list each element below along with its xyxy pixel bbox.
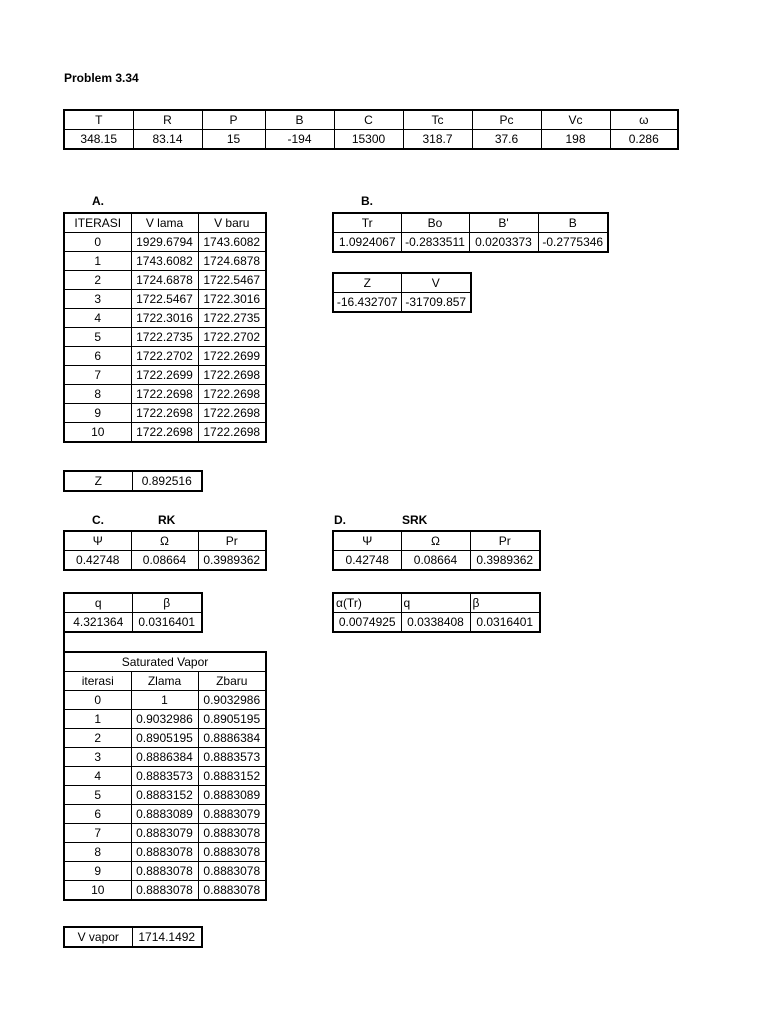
table-header-row [333, 213, 608, 233]
col-header: Ω [131, 531, 198, 551]
table-connector-line [63, 632, 65, 652]
cell: -16.432707 [333, 293, 401, 313]
table-header-row [64, 213, 266, 233]
cell: 1724.6878 [131, 271, 198, 290]
param-value-Tc: 318.7 [403, 130, 472, 150]
param-value-T: 348.15 [64, 130, 133, 150]
cell: 0 [64, 233, 131, 252]
cell: 0.08664 [401, 551, 470, 571]
table-row [64, 767, 266, 786]
v-vapor-table [63, 926, 203, 948]
col-header: B' [469, 213, 538, 233]
table-row [64, 824, 266, 843]
z-label: Z [64, 471, 132, 491]
col-header: Tr [333, 213, 401, 233]
table-row [64, 385, 266, 404]
cell: 4 [64, 767, 131, 786]
col-header: Zlama [131, 672, 198, 691]
section-a-label: A. [92, 194, 104, 208]
cell: 0.3989362 [470, 551, 540, 571]
col-header: Pr [470, 531, 540, 551]
cell: 1722.2698 [198, 423, 266, 443]
table-row [64, 551, 266, 571]
param-header-Pc: Pc [472, 110, 541, 130]
cell: 0.8883078 [198, 824, 266, 843]
cell: 6 [64, 805, 131, 824]
table-header-row [64, 531, 266, 551]
cell: 8 [64, 843, 131, 862]
table-header-row [64, 593, 202, 613]
param-header-T: T [64, 110, 133, 130]
cell: 1722.5467 [131, 290, 198, 309]
param-value-omega: 0.286 [610, 130, 678, 150]
cell: 0.8905195 [131, 729, 198, 748]
table-row [333, 233, 608, 253]
cell: 0.3989362 [198, 551, 266, 571]
cell: 4 [64, 309, 131, 328]
cell: 1722.2702 [131, 347, 198, 366]
table-header-row [64, 672, 266, 691]
cell: -31709.857 [401, 293, 471, 313]
section-d-aqb-table [332, 592, 541, 633]
cell: 0 [64, 691, 131, 710]
cell: 0.42748 [64, 551, 131, 571]
cell: 1722.2735 [131, 328, 198, 347]
col-header: Z [333, 273, 401, 293]
param-value-B: -194 [265, 130, 334, 150]
cell: 2 [64, 271, 131, 290]
cell: 0.9032986 [131, 710, 198, 729]
param-value-Vc: 198 [541, 130, 610, 150]
cell: 0.0074925 [333, 613, 401, 633]
section-c-method: RK [158, 513, 176, 527]
table-row [333, 293, 471, 313]
table-row [64, 729, 266, 748]
section-c-rk-table [63, 530, 267, 571]
col-header: q [64, 593, 132, 613]
col-header: Ψ [64, 531, 131, 551]
cell: 0.8883079 [131, 824, 198, 843]
table-row [64, 862, 266, 881]
cell: 1722.2698 [198, 404, 266, 423]
table-row [64, 252, 266, 271]
cell: 1743.6082 [131, 252, 198, 271]
table-row [64, 309, 266, 328]
cell: 1722.3016 [131, 309, 198, 328]
section-d-label: D. [334, 513, 346, 527]
cell: -0.2775346 [538, 233, 608, 253]
section-b-label: B. [361, 194, 373, 208]
section-b-virial-table [332, 212, 609, 253]
cell: 1 [64, 710, 131, 729]
col-header: V baru [198, 213, 266, 233]
cell: 7 [64, 824, 131, 843]
col-header: iterasi [64, 672, 131, 691]
cell: 0.9032986 [198, 691, 266, 710]
cell: 0.8883078 [198, 843, 266, 862]
col-header: Ω [401, 531, 470, 551]
table-row [64, 366, 266, 385]
cell: 5 [64, 328, 131, 347]
col-header: q [401, 593, 470, 613]
param-header-Tc: Tc [403, 110, 472, 130]
cell: 1 [131, 691, 198, 710]
cell: 1 [64, 252, 131, 271]
table-row [64, 786, 266, 805]
table-row [333, 613, 540, 633]
section-b-zv-table [332, 272, 472, 313]
param-header-B: B [265, 110, 334, 130]
cell: 0.8883089 [131, 805, 198, 824]
param-header-P: P [202, 110, 265, 130]
cell: 0.8883152 [131, 786, 198, 805]
cell: 8 [64, 385, 131, 404]
cell: 0.08664 [131, 551, 198, 571]
cell: 1.0924067 [333, 233, 401, 253]
cell: 0.8883078 [198, 881, 266, 901]
param-value-R: 83.14 [133, 130, 202, 150]
cell: 0.8905195 [198, 710, 266, 729]
cell: 1722.2698 [131, 404, 198, 423]
table-row [64, 843, 266, 862]
col-header: α(Tr) [333, 593, 401, 613]
cell: 0.8883078 [131, 843, 198, 862]
cell: 1722.2698 [131, 385, 198, 404]
cell: 1722.2699 [198, 347, 266, 366]
param-header-C: C [334, 110, 403, 130]
col-header: B [538, 213, 608, 233]
param-value-Pc: 37.6 [472, 130, 541, 150]
z-value: 0.892516 [132, 471, 202, 491]
cell: 0.8883079 [198, 805, 266, 824]
section-d-method: SRK [402, 513, 428, 527]
table-row [64, 271, 266, 290]
table-row [64, 691, 266, 710]
cell: 1722.3016 [198, 290, 266, 309]
section-d-srk-table [332, 530, 541, 571]
cell: 10 [64, 423, 131, 443]
cell: 0.0338408 [401, 613, 470, 633]
param-header-omega: ω [610, 110, 678, 130]
table-row [64, 748, 266, 767]
cell: 0.8883078 [198, 862, 266, 881]
col-header: Ψ [333, 531, 401, 551]
table-row [64, 710, 266, 729]
cell: 1722.2698 [131, 423, 198, 443]
parameters-header-row [64, 110, 678, 130]
cell: 10 [64, 881, 131, 901]
table-row [64, 881, 266, 901]
cell: 0.0316401 [132, 613, 202, 633]
col-header: Pr [198, 531, 266, 551]
cell: 1722.2698 [198, 385, 266, 404]
table-row [64, 233, 266, 252]
section-c-label: C. [92, 513, 104, 527]
param-value-C: 15300 [334, 130, 403, 150]
cell: 7 [64, 366, 131, 385]
saturated-vapor-table [63, 651, 267, 901]
cell: 0.8883078 [131, 862, 198, 881]
param-header-R: R [133, 110, 202, 130]
v-vapor-label: V vapor [64, 927, 132, 947]
col-header: Zbaru [198, 672, 266, 691]
param-header-Vc: Vc [541, 110, 610, 130]
table-row [64, 471, 202, 491]
section-a-iteration-table [63, 212, 267, 443]
cell: -0.2833511 [401, 233, 469, 253]
col-header: β [132, 593, 202, 613]
cell: 1722.2699 [131, 366, 198, 385]
cell: 1722.2702 [198, 328, 266, 347]
cell: 1722.2698 [198, 366, 266, 385]
cell: 6 [64, 347, 131, 366]
cell: 0.8883152 [198, 767, 266, 786]
v-vapor-value: 1714.1492 [132, 927, 202, 947]
table-row [64, 927, 202, 947]
section-c-qb-table [63, 592, 203, 633]
cell: 3 [64, 748, 131, 767]
cell: 0.8886384 [198, 729, 266, 748]
col-header: V lama [131, 213, 198, 233]
cell: 4.321364 [64, 613, 132, 633]
table-title-row [64, 652, 266, 672]
cell: 2 [64, 729, 131, 748]
table-row [64, 805, 266, 824]
cell: 0.8886384 [131, 748, 198, 767]
page-title: Problem 3.34 [64, 71, 139, 85]
table-header-row [333, 273, 471, 293]
parameters-table [63, 109, 679, 150]
cell: 1929.6794 [131, 233, 198, 252]
cell: 1722.5467 [198, 271, 266, 290]
table-header-row [333, 593, 540, 613]
table-row [333, 551, 540, 571]
cell: 5 [64, 786, 131, 805]
parameters-value-row [64, 130, 678, 150]
cell: 0.42748 [333, 551, 401, 571]
section-a-z-table [63, 470, 203, 492]
cell: 1722.2735 [198, 309, 266, 328]
cell: 0.0316401 [470, 613, 540, 633]
table-row [64, 404, 266, 423]
cell: 9 [64, 404, 131, 423]
col-header: V [401, 273, 471, 293]
cell: 0.8883078 [131, 881, 198, 901]
cell: 0.0203373 [469, 233, 538, 253]
table-row [64, 423, 266, 443]
table-row [64, 347, 266, 366]
table-header-row [333, 531, 540, 551]
cell: 0.8883573 [198, 748, 266, 767]
cell: 0.8883573 [131, 767, 198, 786]
table-row [64, 613, 202, 633]
cell: 9 [64, 862, 131, 881]
cell: 0.8883089 [198, 786, 266, 805]
saturated-vapor-title: Saturated Vapor [64, 652, 266, 672]
table-row [64, 328, 266, 347]
col-header: Bo [401, 213, 469, 233]
cell: 1743.6082 [198, 233, 266, 252]
table-row [64, 290, 266, 309]
cell: 1724.6878 [198, 252, 266, 271]
cell: 3 [64, 290, 131, 309]
param-value-P: 15 [202, 130, 265, 150]
col-header: β [470, 593, 540, 613]
col-header: ITERASI [64, 213, 131, 233]
